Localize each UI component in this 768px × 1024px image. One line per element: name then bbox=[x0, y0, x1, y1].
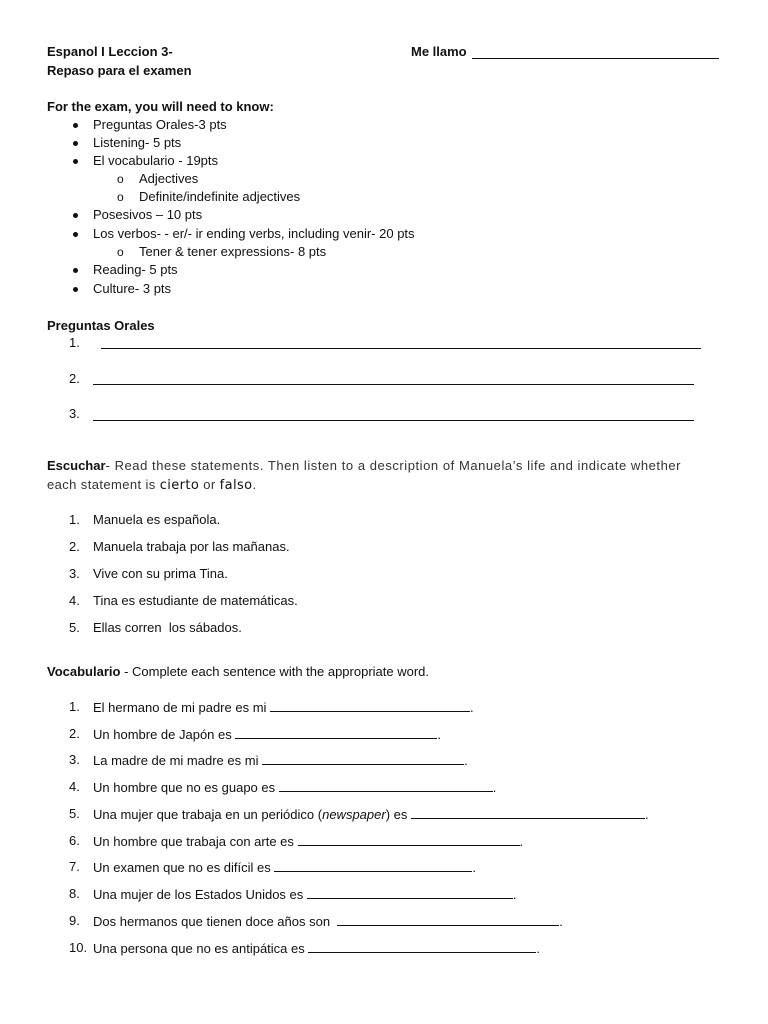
bullet-icon bbox=[73, 123, 78, 128]
vocab-blank[interactable] bbox=[411, 806, 645, 819]
vocab-text: Dos hermanos que tienen doce años son bbox=[93, 914, 338, 929]
vocab-text: ) es bbox=[385, 807, 411, 822]
vocab-sentence bbox=[93, 859, 476, 876]
bullet-icon bbox=[73, 268, 78, 273]
vocab-number: 10. bbox=[69, 940, 88, 955]
escuchar-instruction-line-2 bbox=[47, 477, 257, 494]
escuchar-label: Escuchar bbox=[47, 458, 106, 473]
escuchar-number: 2. bbox=[69, 539, 80, 554]
period: . bbox=[252, 477, 257, 492]
know-item: Culture- 3 pts bbox=[93, 281, 172, 296]
vocab-sentence bbox=[93, 779, 496, 796]
vocab-period: . bbox=[470, 700, 474, 715]
vocab-blank[interactable] bbox=[307, 886, 513, 899]
preguntas-number: 2. bbox=[69, 371, 80, 386]
vocab-number: 8. bbox=[69, 886, 80, 901]
vocab-text: Un hombre que trabaja con arte es bbox=[93, 834, 298, 849]
bullet-icon bbox=[73, 287, 78, 292]
vocabulario-instruction: - Complete each sentence with the appropriate word. bbox=[120, 664, 430, 679]
bullet-icon bbox=[73, 232, 78, 237]
worksheet-title: Espanol I Leccion 3- bbox=[47, 44, 173, 59]
vocab-period: . bbox=[559, 914, 563, 929]
vocab-period: . bbox=[512, 887, 517, 902]
know-subitem: Adjectives bbox=[139, 171, 199, 186]
vocab-number: 1. bbox=[69, 699, 80, 714]
know-item: Listening- 5 pts bbox=[93, 135, 182, 150]
escuchar-instruction: - Read these statements. Then listen to a description of Manuela’s life and indicate whether bbox=[105, 458, 682, 473]
vocab-text: La madre de mi madre es mi bbox=[93, 753, 263, 768]
vocab-number: 4. bbox=[69, 779, 80, 794]
vocab-blank[interactable] bbox=[298, 833, 520, 846]
worksheet-subtitle: Repaso para el examen bbox=[47, 63, 192, 78]
vocab-text: Una persona que no es antipática es bbox=[93, 941, 309, 956]
vocab-italic-word: newspaper bbox=[322, 807, 386, 822]
know-heading: For the exam, you will need to know: bbox=[47, 99, 274, 114]
vocab-text: Un hombre de Japón es bbox=[93, 727, 236, 742]
answer-line[interactable] bbox=[93, 384, 694, 385]
circle-bullet-icon: o bbox=[117, 190, 124, 204]
escuchar-number: 1. bbox=[69, 512, 80, 527]
vocabulario-label: Vocabulario bbox=[47, 664, 121, 679]
vocab-number: 2. bbox=[69, 726, 80, 741]
know-item: El vocabulario - 19pts bbox=[93, 153, 219, 168]
vocab-period: . bbox=[492, 780, 497, 795]
know-item: Posesivos – 10 pts bbox=[93, 207, 203, 222]
vocab-text: Una mujer que trabaja en un periódico ( bbox=[93, 807, 323, 822]
answer-line[interactable] bbox=[101, 348, 701, 349]
vocab-text: Un hombre que no es guapo es bbox=[93, 780, 279, 795]
vocab-blank[interactable] bbox=[274, 859, 472, 872]
escuchar-number: 4. bbox=[69, 593, 80, 608]
escuchar-statement: Tina es estudiante de matemáticas. bbox=[93, 593, 298, 608]
vocab-number: 9. bbox=[69, 913, 80, 928]
falso-word: falso bbox=[219, 478, 253, 493]
vocab-number: 3. bbox=[69, 752, 80, 767]
bullet-icon bbox=[73, 213, 78, 218]
preguntas-heading: Preguntas Orales bbox=[47, 318, 155, 333]
vocab-number: 5. bbox=[69, 806, 80, 821]
vocab-sentence bbox=[93, 726, 441, 743]
vocab-blank[interactable] bbox=[270, 699, 470, 712]
name-blank[interactable] bbox=[472, 58, 719, 59]
escuchar-instruction-line-1 bbox=[47, 458, 681, 474]
cierto-word: cierto bbox=[159, 478, 200, 493]
circle-bullet-icon: o bbox=[117, 172, 124, 186]
vocab-period: . bbox=[437, 727, 441, 742]
escuchar-statement: Ellas corren los sábados. bbox=[93, 620, 242, 635]
bullet-icon bbox=[73, 159, 78, 164]
vocab-sentence bbox=[93, 752, 468, 769]
vocab-sentence bbox=[93, 940, 540, 957]
know-subitem: Definite/indefinite adjectives bbox=[139, 189, 301, 204]
vocab-period: . bbox=[519, 834, 524, 849]
vocab-text: Un examen que no es difícil es bbox=[93, 860, 275, 875]
vocab-period: . bbox=[536, 941, 540, 956]
preguntas-number: 3. bbox=[69, 406, 80, 421]
vocab-period: . bbox=[645, 807, 649, 822]
circle-bullet-icon: o bbox=[117, 245, 124, 259]
vocab-period: . bbox=[464, 753, 468, 768]
know-item: Los verbos- - er/- ir ending verbs, including venir- 20 pts bbox=[93, 226, 415, 241]
vocab-text: Una mujer de los Estados Unidos es bbox=[93, 887, 307, 902]
vocab-period: . bbox=[472, 860, 477, 875]
know-item: Preguntas Orales-3 pts bbox=[93, 117, 227, 132]
vocab-number: 7. bbox=[69, 859, 80, 874]
escuchar-instruction-text: each statement is bbox=[47, 477, 160, 492]
escuchar-statement: Manuela es española. bbox=[93, 512, 221, 527]
know-item: Reading- 5 pts bbox=[93, 262, 178, 277]
escuchar-number: 5. bbox=[69, 620, 80, 635]
vocabulario-heading bbox=[47, 664, 429, 680]
vocab-blank[interactable] bbox=[262, 752, 464, 765]
vocab-sentence bbox=[93, 806, 649, 823]
or-word: or bbox=[199, 477, 220, 492]
vocab-sentence bbox=[93, 886, 517, 903]
name-label: Me llamo bbox=[411, 44, 467, 59]
know-subitem: Tener & tener expressions- 8 pts bbox=[139, 244, 327, 259]
vocab-number: 6. bbox=[69, 833, 80, 848]
vocab-sentence bbox=[93, 833, 523, 850]
vocab-blank[interactable] bbox=[235, 726, 437, 739]
preguntas-number: 1. bbox=[69, 335, 80, 350]
vocab-blank[interactable] bbox=[308, 940, 536, 953]
vocab-sentence bbox=[93, 913, 563, 930]
bullet-icon bbox=[73, 141, 78, 146]
answer-line[interactable] bbox=[93, 420, 694, 421]
escuchar-number: 3. bbox=[69, 566, 80, 581]
vocab-sentence bbox=[93, 699, 474, 716]
vocab-blank[interactable] bbox=[279, 779, 493, 792]
escuchar-statement: Manuela trabaja por las mañanas. bbox=[93, 539, 290, 554]
vocab-blank[interactable] bbox=[337, 913, 559, 926]
escuchar-statement: Vive con su prima Tina. bbox=[93, 566, 228, 581]
vocab-text: El hermano de mi padre es mi bbox=[93, 700, 271, 715]
